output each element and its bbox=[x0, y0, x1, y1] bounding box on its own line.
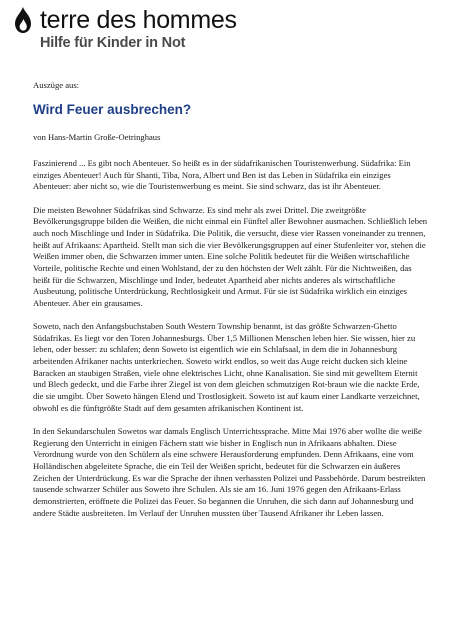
paragraph-4: In den Sekundarschulen Sowetos war damals Englisch Unterrichtssprache. Mitte Mai 1976 aber wollte die weiße Regierung den Unterricht in einigen Fächern statt wie bisher in Englisch nun in Afrikaans abhalten. Diese Verordnung wurde von den Schülern als eine schwere Herausforderung empfunden. Denn Afrikaans, eine vom Holländischen abgeleitete Sprache, die ein Teil der Weißen spricht, bedeutet für die Schwarzen ein äußeres Zeichen der Unterdrückung. Es war die Sprache der ihnen verhassten Polizei und Passbehörde. Darum bestreikten tausende schwarzer Schüler aus Soweto ihre Schulen. Als sie am 16. Juni 1976 gegen den Afrikaans-Erlass demonstrierten, eröffnete die Polizei das Feuer. So begannen die Unruhen, die sich dann auf Johannesburg und andere Städte ausbreiteten. Im Verlauf der Unruhen mussten über Tausend Afrikaner ihr Leben lassen. bbox=[33, 425, 426, 518]
article-title: Wird Feuer ausbrechen? bbox=[33, 102, 192, 117]
tagline: Hilfe für Kinder in Not bbox=[40, 35, 186, 51]
logo bbox=[12, 6, 442, 34]
flame-logo-icon bbox=[12, 6, 34, 34]
paragraph-2: Die meisten Bewohner Südafrikas sind Schwarze. Es sind mehr als zwei Drittel. Die zweitgrößte Bevölkerungsgruppe bilden die Weißen, die nicht einmal ein Fünftel aller Bewohner ausmachen. Schließlich leben auch noch Mischlinge und Inder in Südafrika. Die Politik, die versucht, diese vier Rassen voneinander zu trennen, heißt auf Afrikaans: Apartheid. Stellt man sich die vier Bevölkerungsgruppen auf einer Stufenleiter vor, stehen die Weißen immer oben, die Schwarzen immer unten. Eine solche Politik bedeutet für die Weißen wirtschaftliche Vorteile, politische Rechte und einen Wohlstand, der zu den höchsten der Welt zählt. Für die Nichtweißen, das heißt für die Schwarzen, Mischlinge und Inder, bedeutet Apartheid aber nichts anderes als wirtschaftliche Ausbeutung, politische Unterdrückung, Rechtlosigkeit und Armut. Für sie ist Südafrika wirklich ein einziges Abenteuer. Aber ein grausames. bbox=[33, 204, 428, 308]
brand-name: terre des hommes bbox=[40, 6, 237, 34]
article bbox=[33, 80, 429, 531]
author-line: von Hans-Martin Große-Oetringhaus bbox=[33, 132, 161, 142]
excerpt-label: Auszüge aus: bbox=[33, 80, 80, 90]
paragraph-3: Soweto, nach den Anfangsbuchstaben South Western Township benannt, ist das größte Schwarzen-Ghetto Südafrikas. Es liegt vor den Toren Johannesburgs. Über 1,5 Millionen Menschen leben hier. Sie wissen, hier zu leben, oder besser: zu schlafen; denn Soweto ist eigentlich wie ein Schlafsaal, in dem die in Johannesburg arbeitenden Afrikaner nachts unterkriechen. Soweto wirkt endlos, so weit das Auge reicht ducken sich kleine Baracken an staubigen Straßen, viele ohne elektrisches Licht, ohne Kanalisation. Sie sind mit gewelltem Eternit und Blech gedeckt, und die Farbe ihrer Ziegel ist von dem gleichen schmutzigen Rot-braun wie die nackte Erde, die sie umgibt. Über Soweto hängen Elend und Trostlosigkeit. Soweto ist auf kaum einer Landkarte verzeichnet, obwohl es die fünftgrößte Stadt auf dem gesamten afrikanischen Kontinent ist. bbox=[33, 321, 420, 413]
paragraph-1: Faszinierend ... Es gibt noch Abenteuer. So heißt es in der südafrikanischen Touristenwerbung. Südafrika: Ein einziges Abenteuer! Auch für Shanti, Tiba, Nora, Albert und Ben ist das Leben in Südafrika ein einziges Abenteuer: aber nicht so, wie die Touristenwerbung es meint. Sie sind schwarz, das ist ihr Abenteuer. bbox=[33, 158, 411, 192]
page-header bbox=[12, 6, 442, 52]
